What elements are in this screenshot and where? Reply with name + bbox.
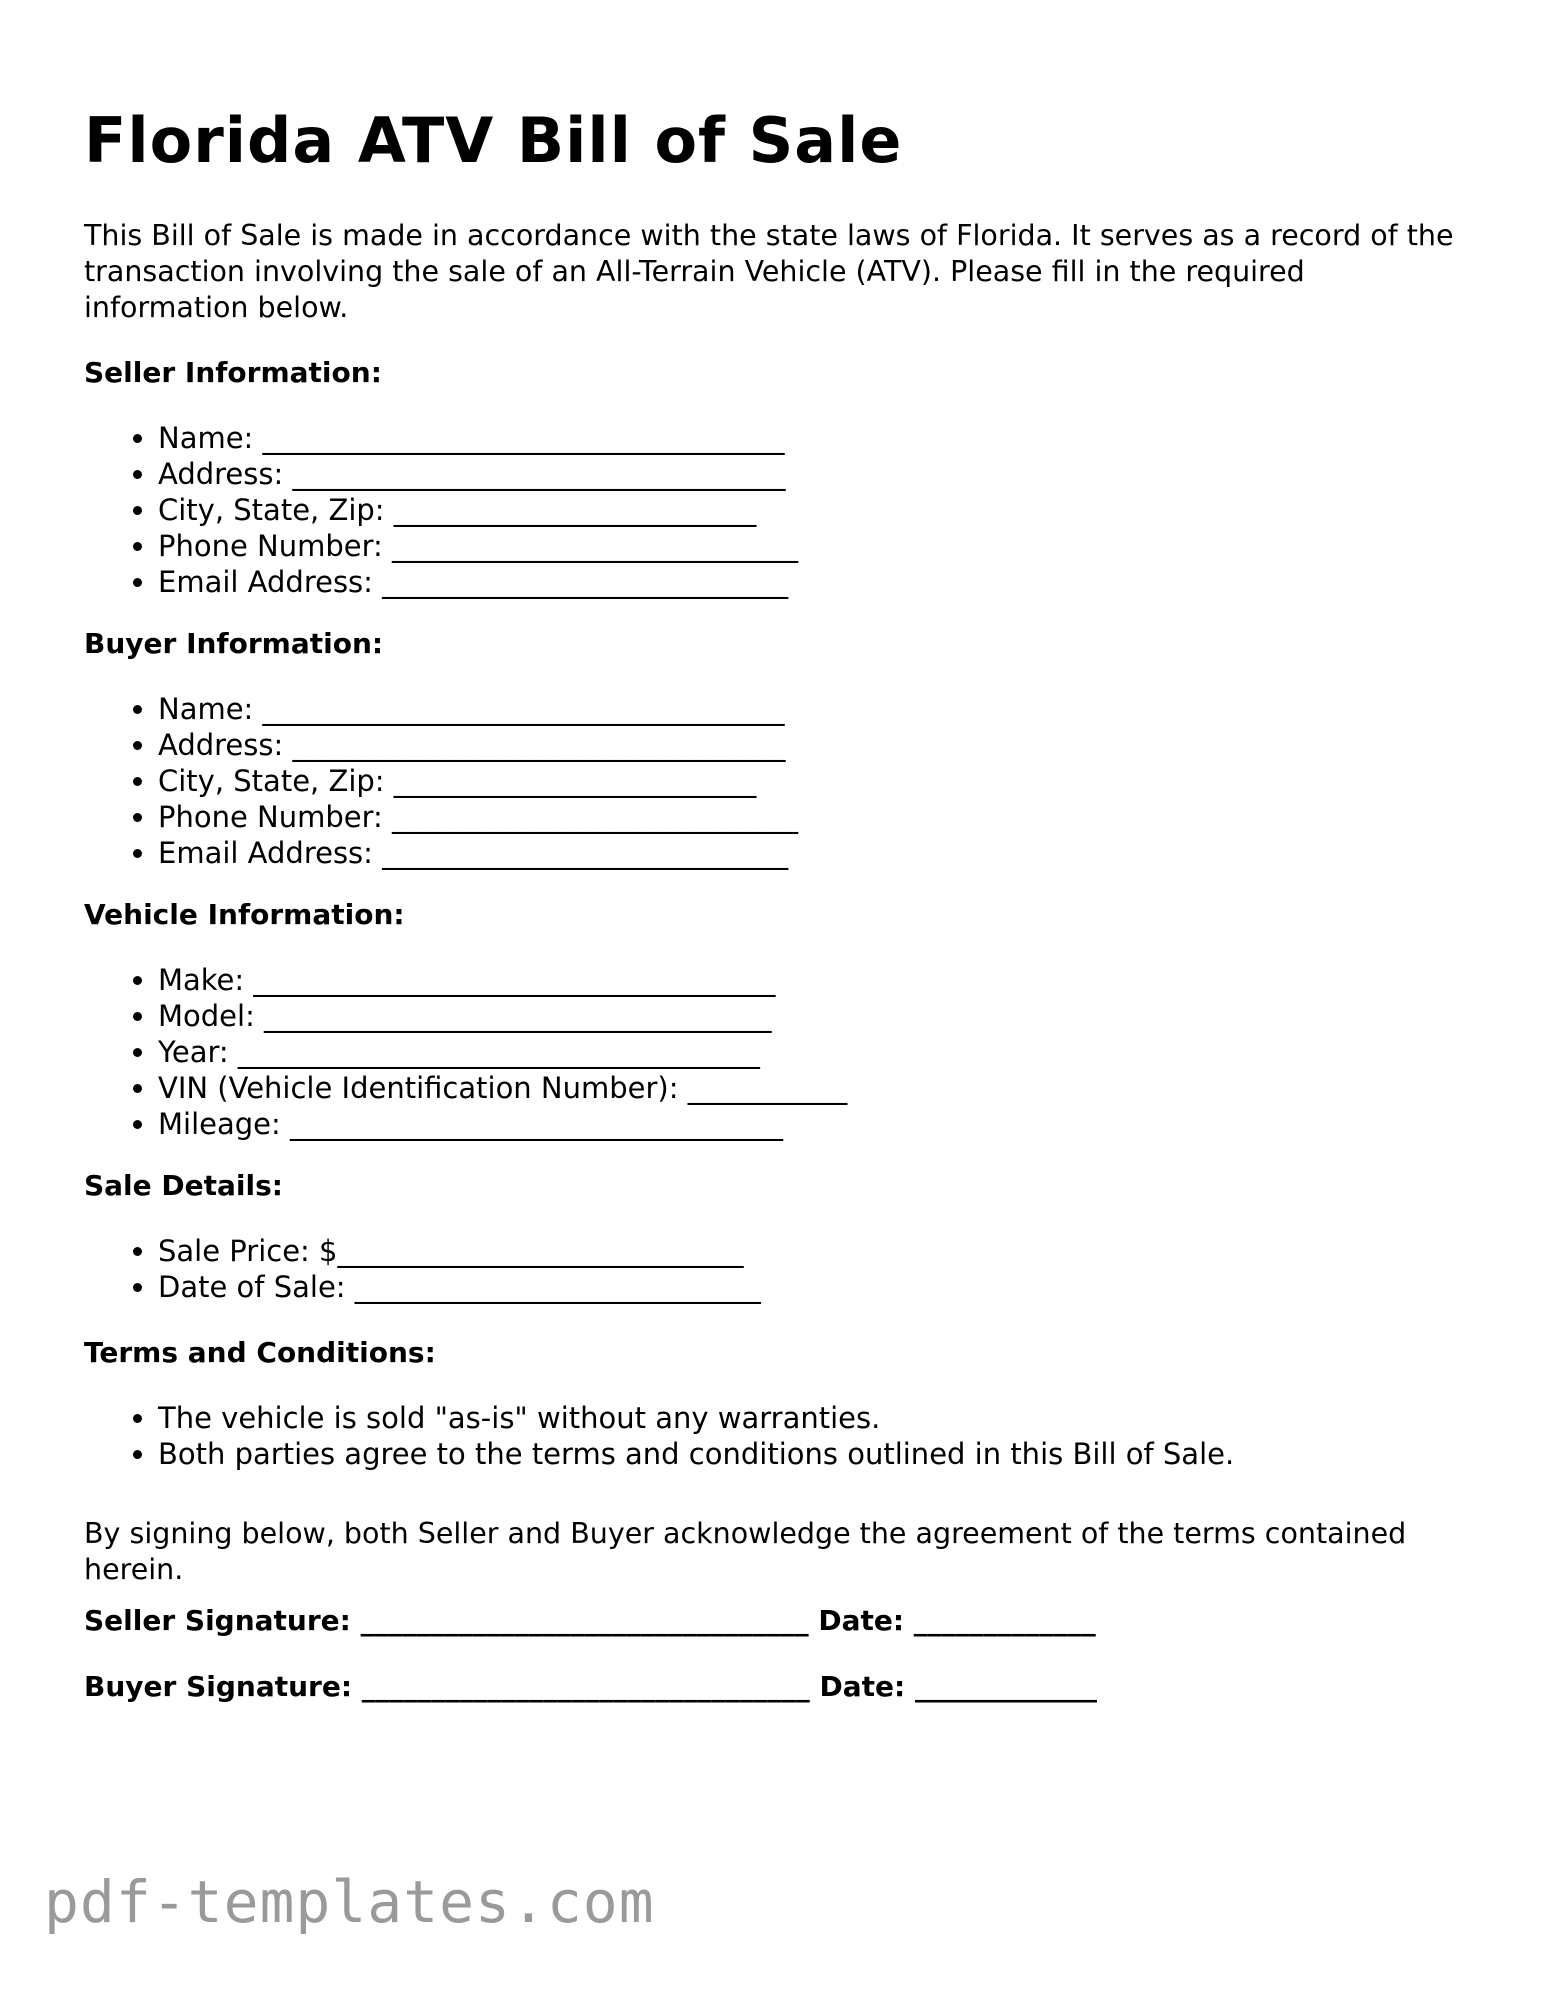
vehicle-make-field[interactable]: • Make: ____________________________________ xyxy=(158,962,847,998)
seller-address-field[interactable]: • Address: __________________________________ xyxy=(158,456,798,492)
seller-email-field[interactable]: • Email Address: ____________________________ xyxy=(158,564,798,600)
terms-list xyxy=(84,1400,1234,1472)
seller-name-field[interactable]: • Name: ____________________________________ xyxy=(158,420,798,456)
vehicle-vin-field[interactable]: • VIN (Vehicle Identification Number): ___________ xyxy=(158,1070,847,1106)
sale-date-field[interactable]: • Date of Sale: ____________________________ xyxy=(158,1269,761,1305)
buyer-phone-field[interactable]: • Phone Number: ____________________________ xyxy=(158,799,798,835)
seller-phone-field[interactable]: • Phone Number: ____________________________ xyxy=(158,528,798,564)
sale-field-list xyxy=(84,1233,761,1305)
terms-item: • Both parties agree to the terms and conditions outlined in this Bill of Sale. xyxy=(158,1436,1234,1472)
seller-field-list xyxy=(84,420,798,600)
closing-paragraph: By signing below, both Seller and Buyer acknowledge the agreement of the terms contained herein. xyxy=(84,1517,1407,1586)
terms-item: • The vehicle is sold "as-is" without any warranties. xyxy=(158,1400,1234,1436)
buyer-field-list xyxy=(84,691,798,871)
vehicle-field-list xyxy=(84,962,847,1142)
seller-signature-line[interactable]: Seller Signature: ________________________________ Date: _____________ xyxy=(84,1604,1096,1637)
sale-heading: Sale Details: xyxy=(84,1169,283,1202)
sale-price-field[interactable]: • Sale Price: $____________________________ xyxy=(158,1233,761,1269)
terms-heading: Terms and Conditions: xyxy=(84,1336,436,1369)
watermark: pdf-templates.com xyxy=(44,1868,655,1936)
intro-paragraph: This Bill of Sale is made in accordance with the state laws of Florida. It serves as a record of the transaction involving the sale of an All-Terrain Vehicle (ATV). Please fill in the required information below. xyxy=(84,219,1454,324)
vehicle-year-field[interactable]: • Year: ____________________________________ xyxy=(158,1034,847,1070)
vehicle-model-field[interactable]: • Model: ___________________________________ xyxy=(158,998,847,1034)
vehicle-mileage-field[interactable]: • Mileage: __________________________________ xyxy=(158,1106,847,1142)
buyer-heading: Buyer Information: xyxy=(84,627,384,660)
buyer-city-state-zip-field[interactable]: • City, State, Zip: _________________________ xyxy=(158,763,798,799)
buyer-name-field[interactable]: • Name: ____________________________________ xyxy=(158,691,798,727)
buyer-signature-line[interactable]: Buyer Signature: ________________________________ Date: _____________ xyxy=(84,1670,1097,1703)
buyer-address-field[interactable]: • Address: __________________________________ xyxy=(158,727,798,763)
seller-heading: Seller Information: xyxy=(84,356,382,389)
seller-city-state-zip-field[interactable]: • City, State, Zip: _________________________ xyxy=(158,492,798,528)
vehicle-heading: Vehicle Information: xyxy=(84,898,405,931)
buyer-email-field[interactable]: • Email Address: ____________________________ xyxy=(158,835,798,871)
document-title: Florida ATV Bill of Sale xyxy=(84,104,903,177)
